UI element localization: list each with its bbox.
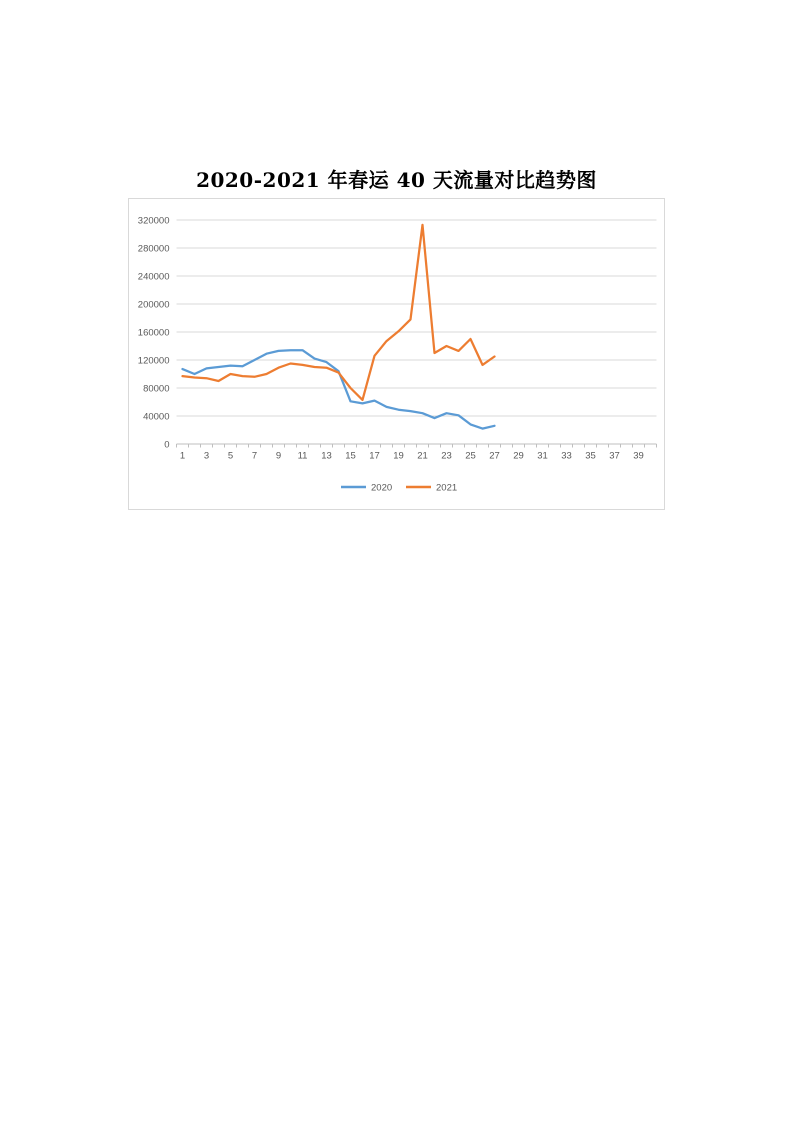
- x-tick-label: 39: [633, 450, 644, 462]
- y-tick-label: 200000: [137, 299, 170, 311]
- x-tick-label: 35: [585, 450, 596, 462]
- legend-label-2021[interactable]: 2021: [436, 482, 458, 494]
- x-tick-label: 29: [513, 450, 524, 462]
- y-tick-label: 120000: [137, 355, 170, 367]
- x-tick-label: 31: [537, 450, 548, 462]
- x-tick-label: 3: [203, 450, 210, 462]
- x-tick-label: 7: [251, 450, 258, 462]
- y-tick-label: 320000: [137, 215, 170, 227]
- x-tick-label: 5: [227, 450, 234, 462]
- x-tick-label: 15: [345, 450, 356, 462]
- x-tick-label: 1: [179, 450, 186, 462]
- series-line-2020: [183, 350, 495, 428]
- x-tick-label: 13: [321, 450, 332, 462]
- x-tick-label: 9: [275, 450, 282, 462]
- x-tick-label: 27: [489, 450, 500, 462]
- y-tick-label: 240000: [137, 271, 170, 283]
- x-tick-label: 23: [441, 450, 452, 462]
- x-tick-label: 11: [297, 450, 308, 462]
- x-tick-label: 17: [369, 450, 380, 462]
- series-line-2021: [183, 225, 495, 400]
- chart-frame[interactable]: [128, 198, 665, 510]
- y-tick-label: 0: [164, 439, 170, 451]
- y-tick-label: 40000: [143, 411, 170, 423]
- y-tick-label: 160000: [137, 327, 170, 339]
- chart-title: 2020-2021 年春运 40 天流量对比趋势图: [196, 168, 597, 192]
- x-tick-label: 21: [417, 450, 428, 462]
- x-tick-label: 33: [561, 450, 572, 462]
- x-tick-label: 37: [609, 450, 620, 462]
- x-tick-label: 25: [465, 450, 476, 462]
- y-tick-label: 80000: [143, 383, 170, 395]
- chart-svg: [129, 199, 664, 509]
- legend-label-2020[interactable]: 2020: [371, 482, 393, 494]
- x-tick-label: 19: [393, 450, 404, 462]
- y-tick-label: 280000: [137, 243, 170, 255]
